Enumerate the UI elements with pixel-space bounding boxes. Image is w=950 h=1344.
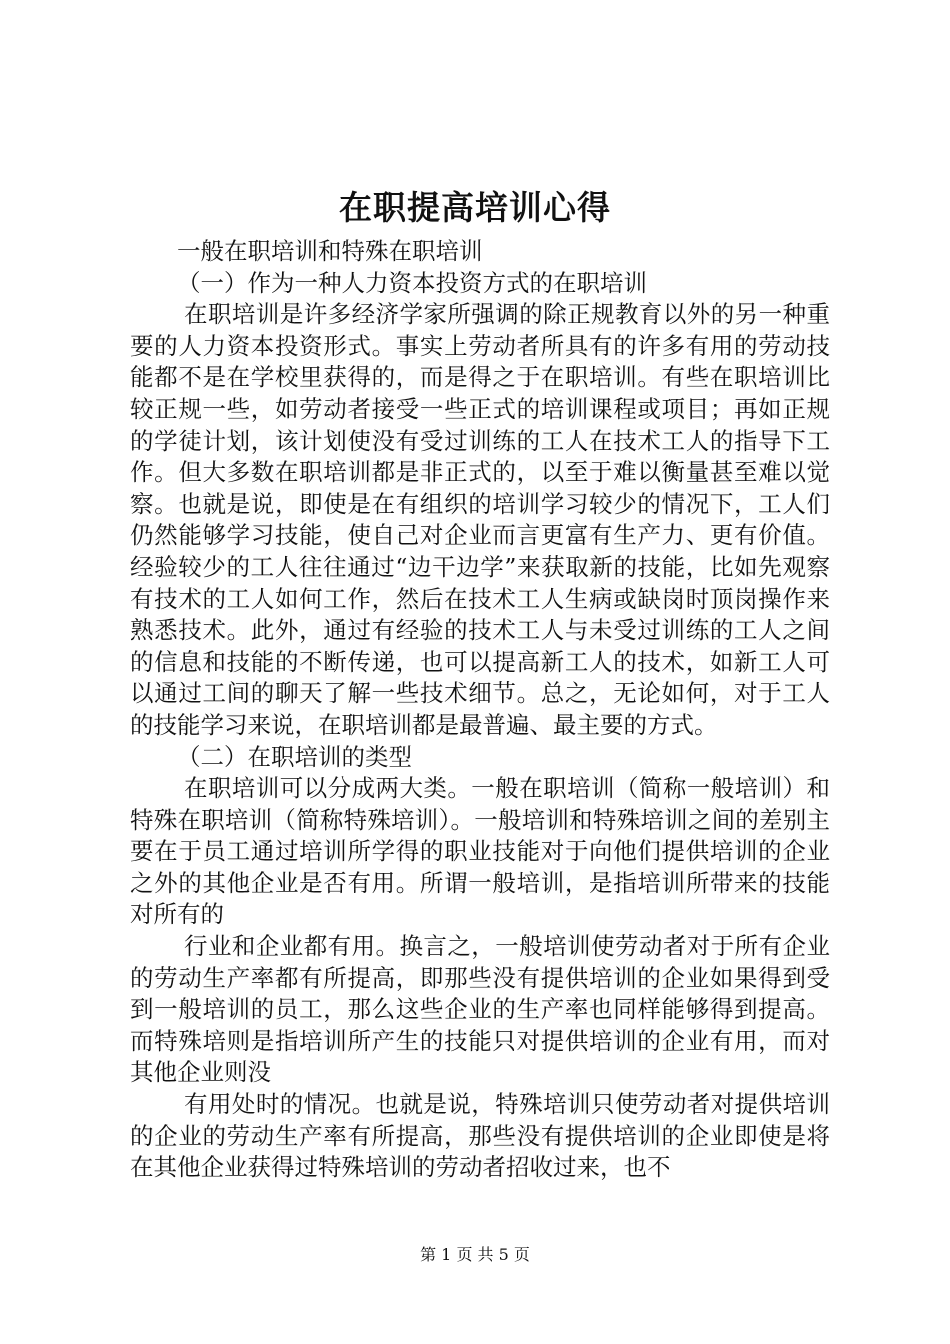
section2-heading: （二）在职培训的类型 — [177, 742, 412, 771]
section2-paragraph-1: 在职培训可以分成两大类。一般在职培训（简称一般培训）和特殊在职培训（简称特殊培训）。一般培训和特殊培训之间的差别主要在于员工通过培训所学得的职业技能对于向他们提供培训的企业之外的其他企业是否有用。所谓一般培训，是指培训所带来的技能对所有的 — [130, 774, 830, 929]
document-title: 在职提高培训心得 — [339, 188, 611, 227]
section2-paragraph-2: 行业和企业都有用。换言之，一般培训使劳动者对于所有企业的劳动生产率都有所提高，即那些没有提供培训的企业如果得到受到一般培训的员工，那么这些企业的生产率也同样能够得到提高。而特殊培则是指培训所产生的技能只对提供培训的企业有用，而对其他企业则没 — [130, 932, 830, 1087]
section1-heading: （一）作为一种人力资本投资方式的在职培训 — [177, 268, 647, 297]
section2-paragraph-3: 有用处时的情况。也就是说，特殊培训只使劳动者对提供培训的企业的劳动生产率有所提高，那些没有提供培训的企业即使是将在其他企业获得过特殊培训的劳动者招收过来，也不 — [130, 1090, 830, 1182]
main-heading: 一般在职培训和特殊在职培训 — [177, 237, 483, 265]
page-footer: 第 1 页 共 5 页 — [420, 1245, 530, 1264]
section1-paragraph: 在职培训是许多经济学家所强调的除正规教育以外的另一种重要的人力资本投资形式。事实上劳动者所具有的许多有用的劳动技能都不是在学校里获得的，而是得之于在职培训。有些在职培训比较正规一些，如劳动者接受一些正式的培训课程或项目；再如正规的学徒计划，该计划使没有受过训练的工人在技术工人的指导下工作。但大多数在职培训都是非正式的，以至于难以衡量甚至难以觉察。也就是说，即使是在有组织的培训学习较少的情况下，工人们仍然能够学习技能，使自己对企业而言更富有生产力、更有价值。经验较少的工人往往通过“边干边学”来获取新的技能，比如先观察有技术的工人如何工作，然后在技术工人生病或缺岗时顶岗操作来熟悉技术。此外，通过有经验的技术工人与未受过训练的工人之间的信息和技能的不断传递，也可以提高新工人的技术，如新工人可以通过工间的聊天了解一些技术细节。总之，无论如何，对于工人的技能学习来说，在职培训都是最普遍、最主要的方式。 — [130, 300, 830, 739]
document-body — [130, 236, 830, 1184]
